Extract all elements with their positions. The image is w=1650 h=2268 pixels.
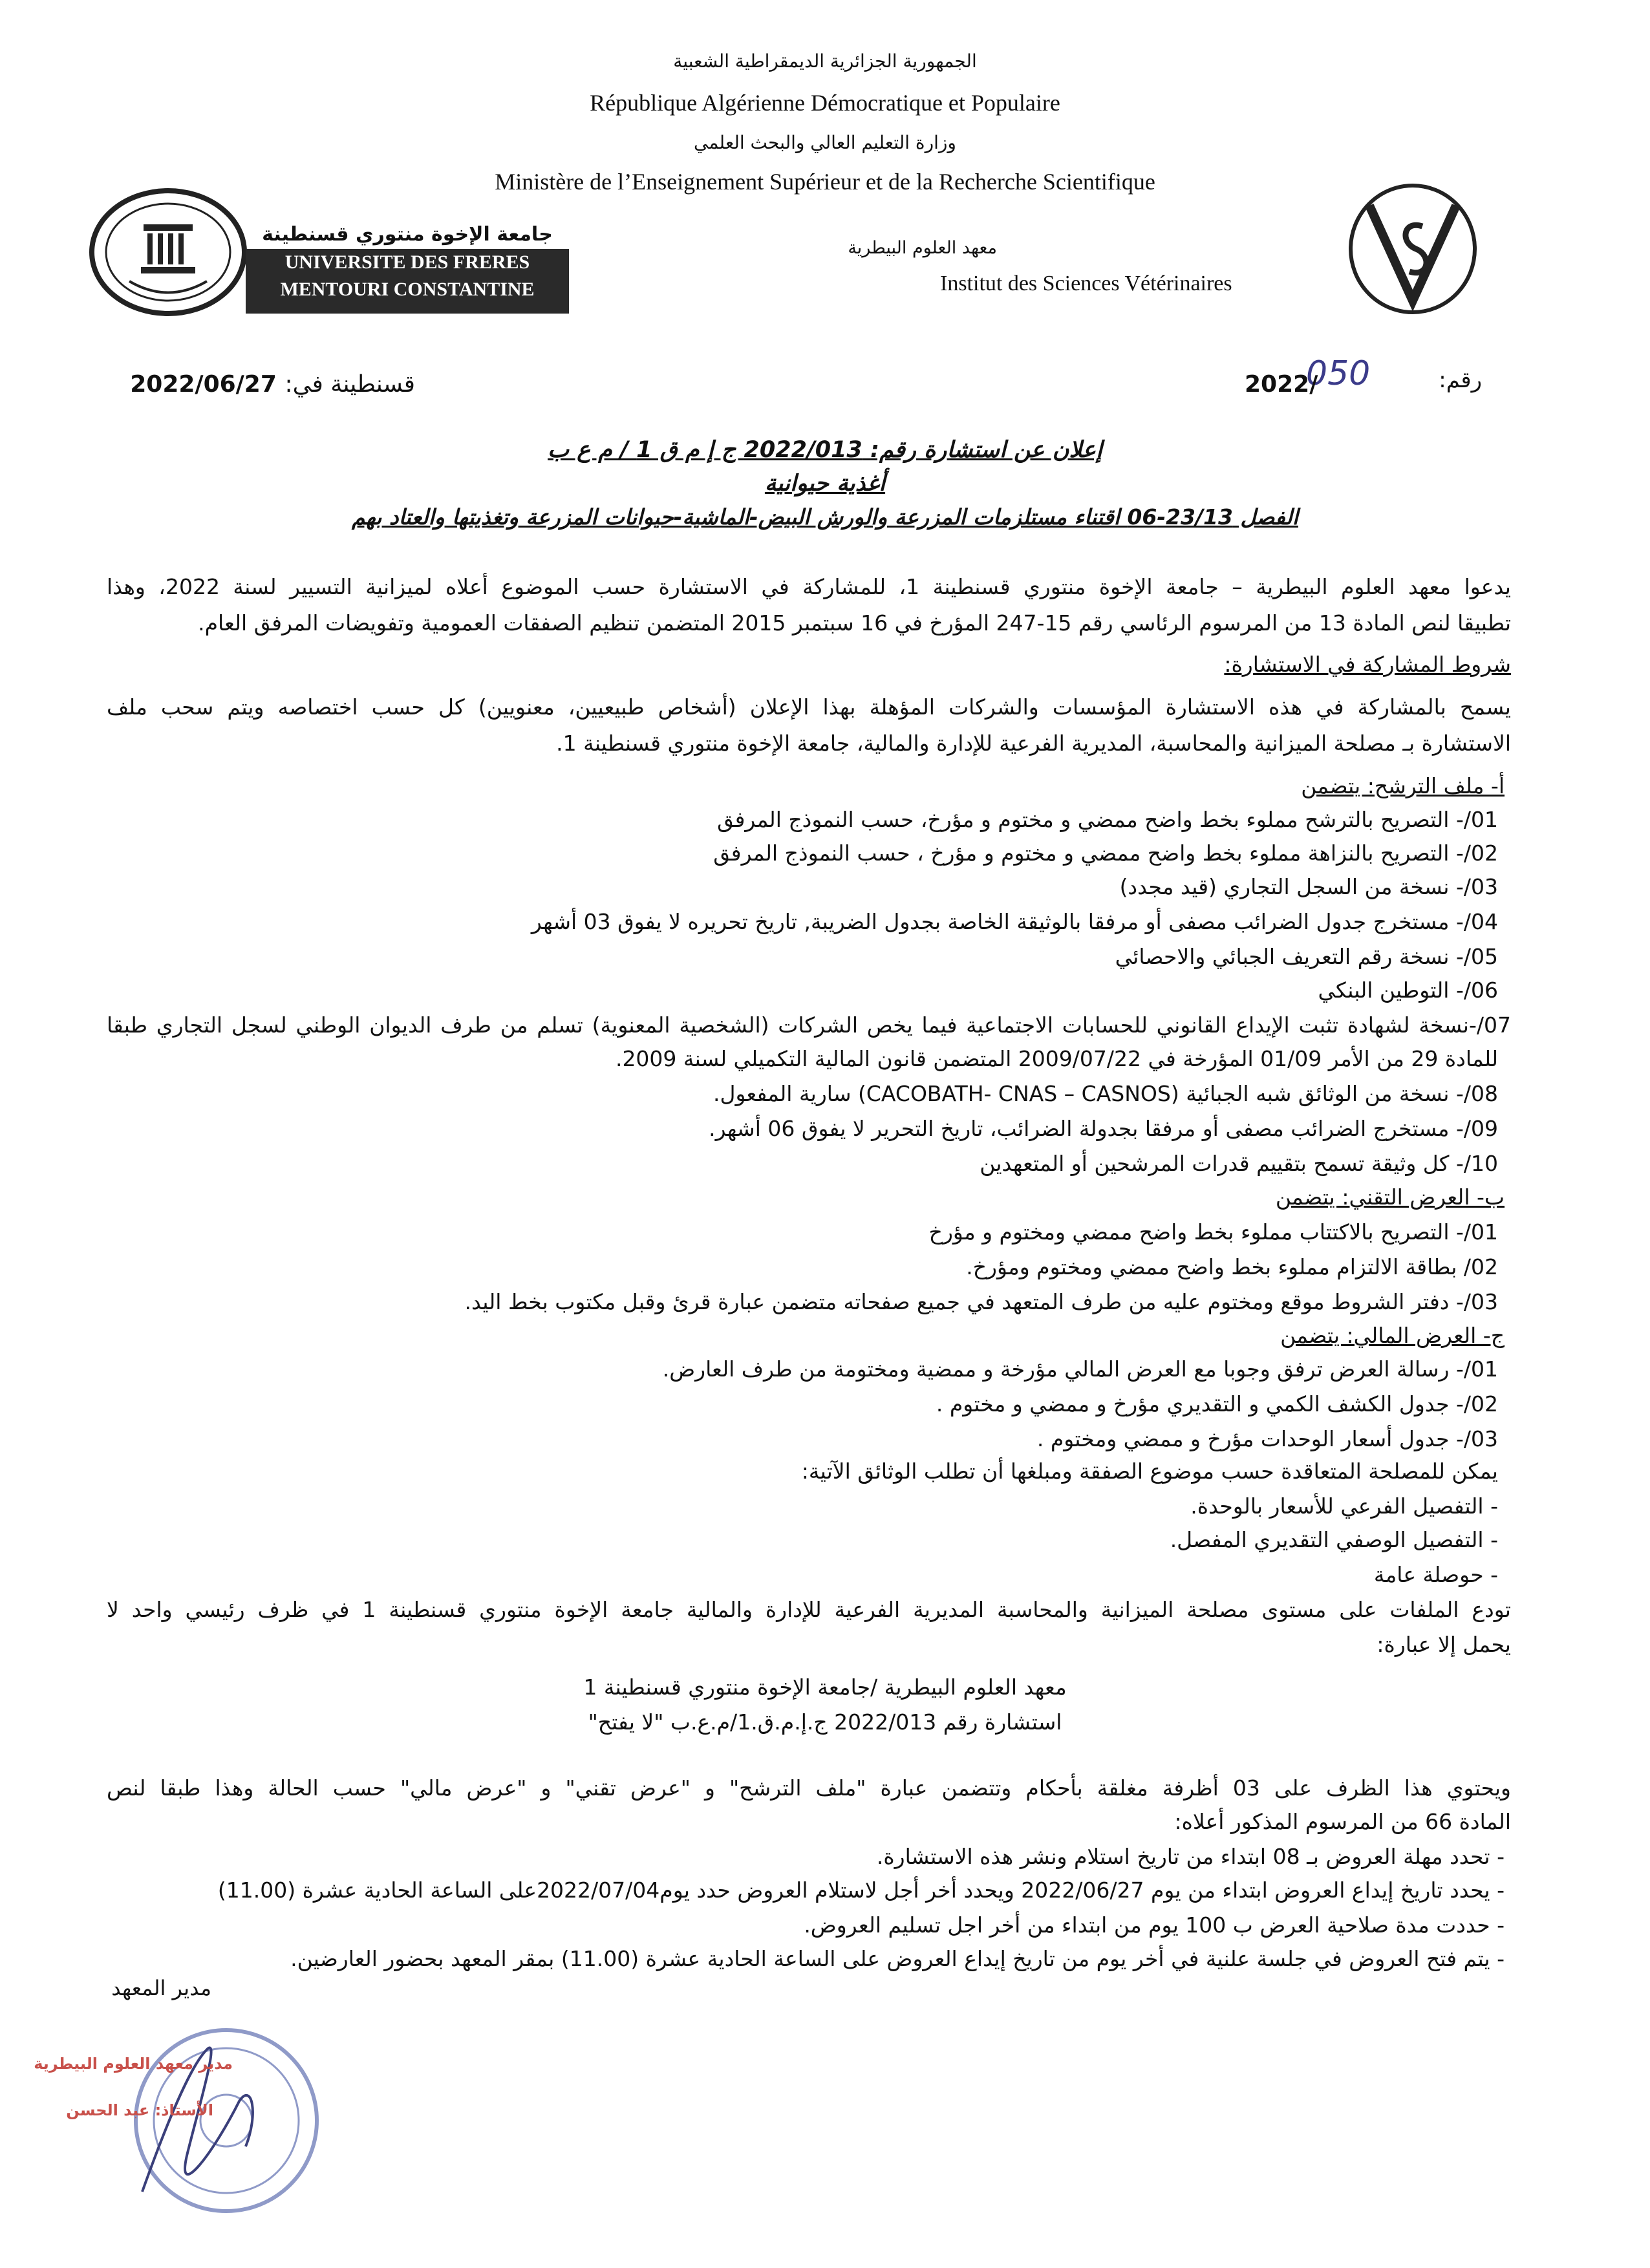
- list-item: 10/- كل وثيقة تسمح بتقييم قدرات المرشحين أو المتعهدين: [980, 1151, 1498, 1176]
- institute-name-fr: Institut des Sciences Vétérinaires: [940, 272, 1232, 295]
- announcement-chapter: الفصل 23/13-06 اقتناء مستلزمات المزرعة والورش البيض-الماشية-حيوانات المزرعة وتغذيتها والعتاد بهم: [352, 504, 1298, 530]
- date-label: قسنطينة في:: [284, 371, 415, 398]
- conditions-heading: شروط المشاركة في الاستشارة:: [1224, 652, 1511, 677]
- list-item: 08/- نسخة من الوثائق شبه الجبائية (CACOBATH- CNAS – CASNOS) سارية المفعول.: [713, 1081, 1498, 1106]
- date-line: [130, 371, 415, 398]
- list-item: 07/-نسخة لشهادة تثبت الإيداع القانوني للحسابات الاجتماعية فيما يخص الشركات (الشخصية المعنوية) تسلم من طرف الديوان الوطني لسجل التجاري طبقا: [107, 1012, 1511, 1038]
- list-item: 03/- نسخة من السجل التجاري (قيد مجدد): [1119, 874, 1498, 899]
- republic-fr: République Algérienne Démocratique et Populaire: [590, 90, 1060, 116]
- may-request-text: يمكن للمصلحة المتعاقدة حسب موضوع الصفقة ومبلغها أن تطلب الوثائق الآتية:: [801, 1459, 1498, 1484]
- list-item: 03/- دفتر الشروط موقع ومختوم عليه من طرف المتعهد في جميع صفحاته متضمن عبارة قرئ وقبل مكتوب بخط اليد.: [464, 1289, 1498, 1314]
- list-item: - حددت مدة صلاحية العرض ب 100 يوم من ابتداء من أخر اجل تسليم العروض.: [804, 1912, 1505, 1938]
- list-item: 06/- التوطين البنكي: [1318, 978, 1498, 1003]
- section-a-heading: أ- ملف الترشح: يتضمن: [1301, 773, 1505, 798]
- university-name-fr-2: MENTOURI CONSTANTINE: [280, 279, 535, 300]
- deposit-line-2: يحمل إلا عبارة:: [1377, 1632, 1511, 1657]
- stamp-name: الأستاذ: عبد الحسن: [66, 2101, 213, 2119]
- stamp-title: مدير معهد العلوم البيطرية: [34, 2055, 233, 2073]
- list-item: 04/- مستخرج جدول الضرائب مصفى أو مرفقا بالوثيقة الخاصة بجدول الضريبة, تاريخ تحريره لا يفوق 03 أشهر: [531, 909, 1498, 934]
- list-item: 05/- نسخة رقم التعريف الجبائي والاحصائي: [1115, 944, 1498, 969]
- university-name-fr-1: UNIVERSITE DES FRERES: [284, 251, 530, 273]
- list-item: - تحدد مهلة العروض بـ 08 ابتداء من تاريخ استلام ونشر هذه الاستشارة.: [876, 1844, 1505, 1869]
- official-stamp: [34, 2024, 330, 2218]
- signature-title: مدير المعهد: [111, 1976, 211, 2000]
- ref-year: 2022/: [1245, 371, 1318, 398]
- list-item: 09/- مستخرج الضرائب مصفى أو مرفقا بجدولة الضرائب، تاريخ التحرير لا يفوق 06 أشهر.: [709, 1116, 1498, 1141]
- list-item: - يتم فتح العروض في جلسة علنية في أخر يوم من تاريخ إيداع العروض على الساعة الحادية عشرة (11.00) بمقر المعهد بحضور العارضين.: [290, 1946, 1505, 1971]
- list-item: - التفصيل الفرعي للأسعار بالوحدة.: [1190, 1493, 1498, 1519]
- conditions-line-1: يسمح بالمشاركة في هذه الاستشارة المؤسسات والشركات المؤهلة بهذا الإعلان (أشخاص طبيعيين، معنويين) كل حسب اختصاصه ويتم سحب ملف: [107, 694, 1511, 720]
- list-item: - يحدد تاريخ إيداع العروض ابتداء من يوم 2022/06/27 ويحدد أخر أجل لاستلام العروض حدد يوم2022/07/04على الساعة الحادية عشرة (11.00): [217, 1878, 1505, 1903]
- closing-line-2: المادة 66 من المرسوم المذكور أعلاه:: [1174, 1809, 1511, 1834]
- section-b-heading: ب- العرض التقني: يتضمن: [1275, 1184, 1505, 1210]
- conditions-line-2: الاستشارة بـ مصلحة الميزانية والمحاسبة، المديرية الفرعية للإدارة والمالية، جامعة الإخوة منتوري قسنطينة 1.: [556, 731, 1511, 756]
- list-item: 02/- جدول الكشف الكمي و التقديري مؤرخ و ممضي و مختوم .: [936, 1391, 1498, 1417]
- vs-logo-icon: [1345, 181, 1481, 317]
- institute-name-ar: معهد العلوم البيطرية: [848, 238, 997, 258]
- ministry-ar: وزارة التعليم العالي والبحث العلمي: [694, 132, 956, 153]
- list-item: 02/- التصريح بالنزاهة مملوء بخط واضح ممضي و مختوم و مؤرخ ، حسب النموذج المرفق: [713, 840, 1498, 866]
- ministry-fr: Ministère de l’Enseignement Supérieur et de la Recherche Scientifique: [495, 169, 1155, 195]
- list-item: - حوصلة عامة: [1373, 1562, 1498, 1587]
- announcement-title: إعلان عن استشارة رقم: 2022/013 ج إ م ق 1 / م ع ب: [548, 437, 1102, 463]
- university-name-ar: جامعة الإخوة منتوري قسنطينة: [262, 223, 553, 246]
- envelope-label-2: استشارة رقم 2022/013 ج.إ.م.ق.1/م.ع.ب "لا يفتح": [588, 1709, 1062, 1735]
- list-item: 01/- رسالة العرض ترفق وجوبا مع العرض المالي مؤرخة و ممضية ومختومة من طرف العارض.: [662, 1356, 1498, 1382]
- deposit-line-1: تودع الملفات على مستوى مصلحة الميزانية والمحاسبة المديرية الفرعية للإدارة والمالية جامعة الإخوة منتوري قسنطينة 1 في ظرف رئيسي واحد لا: [107, 1597, 1511, 1622]
- list-item: - التفصيل الوصفي التقديري المفصل.: [1170, 1527, 1498, 1552]
- section-c-heading: ج- العرض المالي: يتضمن: [1280, 1323, 1505, 1348]
- intro-line-1: يدعوا معهد العلوم البيطرية – جامعة الإخوة منتوري قسنطينة 1، للمشاركة في الاستشارة حسب الموضوع أعلاه لميزانية التسيير لسنة 2022، وهذا: [107, 574, 1511, 599]
- round-seal-icon: [45, 2024, 330, 2218]
- republic-ar: الجمهورية الجزائرية الديمقراطية الشعبية: [673, 50, 977, 72]
- list-item: 03/- جدول أسعار الوحدات مؤرخ و ممضي ومختوم .: [1036, 1426, 1498, 1451]
- list-item: 01/- التصريح بالاكتتاب مملوء بخط واضح ممضي ومختوم و مؤرخ: [928, 1219, 1498, 1245]
- list-item: 02/ بطاقة الالتزام مملوء بخط واضح ممضي ومختوم ومؤرخ.: [966, 1254, 1498, 1279]
- ref-handwritten-number: 050: [1306, 354, 1371, 393]
- university-logo: [84, 184, 582, 320]
- announcement-subject: أغذية حيوانية: [764, 471, 886, 497]
- ref-label: رقم:: [1439, 367, 1482, 393]
- list-item: 01/- التصريح بالترشح مملوء بخط واضح ممضي و مختوم و مؤرخ، حسب النموذج المرفق: [717, 807, 1498, 832]
- list-item-continued: للمادة 29 من الأمر 01/09 المؤرخة في 2009/07/22 المتضمن قانون المالية التكميلي لسنة 2009.: [615, 1046, 1498, 1071]
- institute-logo: [1345, 181, 1481, 317]
- envelope-label-1: معهد العلوم البيطرية /جامعة الإخوة منتوري قسنطينة 1: [583, 1674, 1067, 1700]
- date-value: 2022/06/27: [130, 371, 277, 398]
- closing-line-1: ويحتوي هذا الظرف على 03 أظرفة مغلقة بأحكام وتتضمن عبارة "ملف الترشح" و "عرض تقني" و "عرض مالي" حسب الحالة وهذا طبقا لنص: [107, 1775, 1511, 1801]
- intro-line-2: تطبيقا لنص المادة 13 من المرسوم الرئاسي رقم 15-247 المؤرخ في 16 سبتمبر 2015 المتضمن تنظيم الصفقات العمومية وتفويضات المرفق العام.: [198, 610, 1511, 636]
